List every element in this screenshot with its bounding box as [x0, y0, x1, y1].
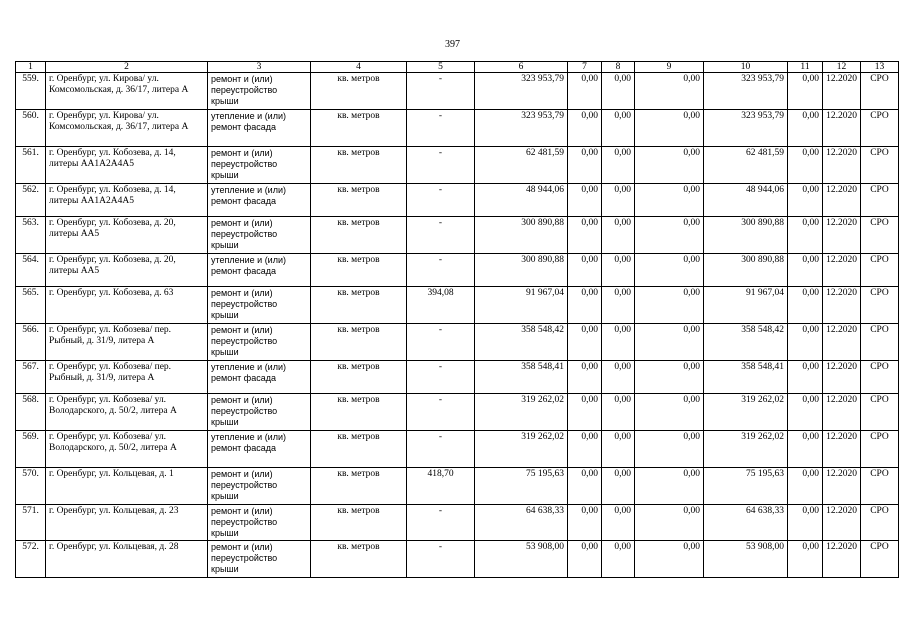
value-cell-8: 0,00 [602, 505, 635, 541]
area-cell: - [407, 431, 475, 468]
method-cell: СРО [861, 73, 899, 110]
header-row [16, 62, 899, 73]
address-cell: г. Оренбург, ул. Кобозева/ пер. Рыбный, д. 31/9, литера А [46, 324, 208, 361]
area-cell: - [407, 184, 475, 217]
address-cell: г. Оренбург, ул. Кирова/ ул. Комсомольская, д. 36/17, литера А [46, 110, 208, 147]
value-cell-9: 0,00 [635, 541, 704, 578]
table-row [16, 505, 899, 541]
row-number: 568. [16, 394, 46, 431]
value-cell-9: 0,00 [635, 217, 704, 254]
address-cell: г. Оренбург, ул. Кобозева, д. 20, литеры АА5 [46, 217, 208, 254]
value-cell-10: 323 953,79 [704, 73, 788, 110]
work-type-cell: утепление и (или) ремонт фасада [208, 431, 311, 468]
row-number: 571. [16, 505, 46, 541]
work-type-cell: ремонт и (или) переустройство крыши [208, 147, 311, 184]
date-cell: 12.2020 [823, 254, 861, 287]
cost-cell: 319 262,02 [475, 394, 568, 431]
column-header: 8 [602, 62, 635, 73]
table-row [16, 394, 899, 431]
value-cell-8: 0,00 [602, 361, 635, 394]
area-cell: - [407, 147, 475, 184]
date-cell: 12.2020 [823, 73, 861, 110]
method-cell: СРО [861, 324, 899, 361]
method-cell: СРО [861, 431, 899, 468]
date-cell: 12.2020 [823, 217, 861, 254]
area-cell: - [407, 361, 475, 394]
value-cell-7: 0,00 [568, 361, 602, 394]
column-header: 11 [788, 62, 823, 73]
address-cell: г. Оренбург, ул. Кольцевая, д. 28 [46, 541, 208, 578]
value-cell-9: 0,00 [635, 361, 704, 394]
unit-cell: кв. метров [311, 505, 407, 541]
value-cell-10: 358 548,42 [704, 324, 788, 361]
value-cell-11: 0,00 [788, 468, 823, 505]
value-cell-10: 64 638,33 [704, 505, 788, 541]
value-cell-11: 0,00 [788, 184, 823, 217]
address-cell: г. Оренбург, ул. Кобозева, д. 14, литеры АА1А2А4А5 [46, 147, 208, 184]
column-header: 9 [635, 62, 704, 73]
value-cell-11: 0,00 [788, 361, 823, 394]
value-cell-9: 0,00 [635, 468, 704, 505]
value-cell-10: 53 908,00 [704, 541, 788, 578]
table-row [16, 324, 899, 361]
value-cell-8: 0,00 [602, 541, 635, 578]
table-row [16, 541, 899, 578]
column-header: 2 [46, 62, 208, 73]
value-cell-10: 300 890,88 [704, 217, 788, 254]
unit-cell: кв. метров [311, 217, 407, 254]
cost-cell: 323 953,79 [475, 110, 568, 147]
table-row [16, 217, 899, 254]
value-cell-7: 0,00 [568, 287, 602, 324]
value-cell-7: 0,00 [568, 184, 602, 217]
unit-cell: кв. метров [311, 468, 407, 505]
date-cell: 12.2020 [823, 110, 861, 147]
work-type-cell: ремонт и (или) переустройство крыши [208, 541, 311, 578]
works-table [15, 61, 899, 578]
table-row [16, 147, 899, 184]
page-number: 397 [445, 39, 460, 50]
value-cell-10: 323 953,79 [704, 110, 788, 147]
area-cell: - [407, 541, 475, 578]
address-cell: г. Оренбург, ул. Кобозева/ пер. Рыбный, д. 31/9, литера А [46, 361, 208, 394]
cost-cell: 62 481,59 [475, 147, 568, 184]
value-cell-7: 0,00 [568, 324, 602, 361]
date-cell: 12.2020 [823, 361, 861, 394]
value-cell-8: 0,00 [602, 394, 635, 431]
area-cell: 394,08 [407, 287, 475, 324]
work-type-cell: утепление и (или) ремонт фасада [208, 184, 311, 217]
value-cell-10: 91 967,04 [704, 287, 788, 324]
cost-cell: 323 953,79 [475, 73, 568, 110]
unit-cell: кв. метров [311, 324, 407, 361]
cost-cell: 300 890,88 [475, 217, 568, 254]
area-cell: - [407, 505, 475, 541]
unit-cell: кв. метров [311, 73, 407, 110]
value-cell-7: 0,00 [568, 468, 602, 505]
value-cell-8: 0,00 [602, 468, 635, 505]
unit-cell: кв. метров [311, 394, 407, 431]
area-cell: - [407, 324, 475, 361]
address-cell: г. Оренбург, ул. Кольцевая, д. 1 [46, 468, 208, 505]
unit-cell: кв. метров [311, 287, 407, 324]
cost-cell: 358 548,42 [475, 324, 568, 361]
value-cell-7: 0,00 [568, 147, 602, 184]
value-cell-7: 0,00 [568, 394, 602, 431]
cost-cell: 319 262,02 [475, 431, 568, 468]
value-cell-11: 0,00 [788, 217, 823, 254]
work-type-cell: ремонт и (или) переустройство крыши [208, 324, 311, 361]
column-header: 6 [475, 62, 568, 73]
value-cell-7: 0,00 [568, 505, 602, 541]
work-type-cell: утепление и (или) ремонт фасада [208, 254, 311, 287]
cost-cell: 300 890,88 [475, 254, 568, 287]
value-cell-10: 48 944,06 [704, 184, 788, 217]
area-cell: 418,70 [407, 468, 475, 505]
method-cell: СРО [861, 287, 899, 324]
value-cell-8: 0,00 [602, 324, 635, 361]
value-cell-9: 0,00 [635, 110, 704, 147]
value-cell-8: 0,00 [602, 254, 635, 287]
value-cell-9: 0,00 [635, 394, 704, 431]
work-type-cell: утепление и (или) ремонт фасада [208, 361, 311, 394]
value-cell-10: 300 890,88 [704, 254, 788, 287]
unit-cell: кв. метров [311, 541, 407, 578]
date-cell: 12.2020 [823, 431, 861, 468]
value-cell-11: 0,00 [788, 147, 823, 184]
value-cell-7: 0,00 [568, 254, 602, 287]
value-cell-11: 0,00 [788, 394, 823, 431]
method-cell: СРО [861, 110, 899, 147]
area-cell: - [407, 110, 475, 147]
value-cell-11: 0,00 [788, 541, 823, 578]
address-cell: г. Оренбург, ул. Кобозева, д. 14, литеры АА1А2А4А5 [46, 184, 208, 217]
value-cell-8: 0,00 [602, 287, 635, 324]
row-number: 569. [16, 431, 46, 468]
value-cell-10: 62 481,59 [704, 147, 788, 184]
area-cell: - [407, 73, 475, 110]
value-cell-11: 0,00 [788, 110, 823, 147]
method-cell: СРО [861, 217, 899, 254]
work-type-cell: ремонт и (или) переустройство крыши [208, 287, 311, 324]
work-type-cell: ремонт и (или) переустройство крыши [208, 394, 311, 431]
unit-cell: кв. метров [311, 147, 407, 184]
table-row [16, 287, 899, 324]
date-cell: 12.2020 [823, 324, 861, 361]
date-cell: 12.2020 [823, 468, 861, 505]
unit-cell: кв. метров [311, 361, 407, 394]
method-cell: СРО [861, 505, 899, 541]
value-cell-10: 358 548,41 [704, 361, 788, 394]
method-cell: СРО [861, 254, 899, 287]
date-cell: 12.2020 [823, 184, 861, 217]
column-header: 7 [568, 62, 602, 73]
address-cell: г. Оренбург, ул. Кирова/ ул. Комсомольская, д. 36/17, литера А [46, 73, 208, 110]
value-cell-11: 0,00 [788, 287, 823, 324]
column-header: 10 [704, 62, 788, 73]
unit-cell: кв. метров [311, 254, 407, 287]
value-cell-10: 319 262,02 [704, 394, 788, 431]
area-cell: - [407, 217, 475, 254]
cost-cell: 358 548,41 [475, 361, 568, 394]
value-cell-8: 0,00 [602, 431, 635, 468]
value-cell-7: 0,00 [568, 217, 602, 254]
date-cell: 12.2020 [823, 287, 861, 324]
method-cell: СРО [861, 361, 899, 394]
value-cell-8: 0,00 [602, 110, 635, 147]
value-cell-7: 0,00 [568, 73, 602, 110]
row-number: 564. [16, 254, 46, 287]
row-number: 560. [16, 110, 46, 147]
work-type-cell: ремонт и (или) переустройство крыши [208, 505, 311, 541]
row-number: 567. [16, 361, 46, 394]
value-cell-9: 0,00 [635, 505, 704, 541]
cost-cell: 48 944,06 [475, 184, 568, 217]
area-cell: - [407, 254, 475, 287]
value-cell-11: 0,00 [788, 73, 823, 110]
work-type-cell: ремонт и (или) переустройство крыши [208, 468, 311, 505]
unit-cell: кв. метров [311, 431, 407, 468]
method-cell: СРО [861, 184, 899, 217]
value-cell-7: 0,00 [568, 431, 602, 468]
value-cell-9: 0,00 [635, 254, 704, 287]
cost-cell: 91 967,04 [475, 287, 568, 324]
address-cell: г. Оренбург, ул. Кобозева, д. 20, литеры АА5 [46, 254, 208, 287]
row-number: 561. [16, 147, 46, 184]
value-cell-11: 0,00 [788, 431, 823, 468]
work-type-cell: ремонт и (или) переустройство крыши [208, 217, 311, 254]
value-cell-9: 0,00 [635, 431, 704, 468]
address-cell: г. Оренбург, ул. Кобозева/ ул. Володарского, д. 50/2, литера А [46, 431, 208, 468]
cost-cell: 53 908,00 [475, 541, 568, 578]
value-cell-10: 75 195,63 [704, 468, 788, 505]
value-cell-9: 0,00 [635, 287, 704, 324]
method-cell: СРО [861, 468, 899, 505]
unit-cell: кв. метров [311, 184, 407, 217]
row-number: 566. [16, 324, 46, 361]
row-number: 565. [16, 287, 46, 324]
value-cell-9: 0,00 [635, 324, 704, 361]
row-number: 559. [16, 73, 46, 110]
value-cell-9: 0,00 [635, 73, 704, 110]
value-cell-9: 0,00 [635, 147, 704, 184]
value-cell-11: 0,00 [788, 324, 823, 361]
table-row [16, 468, 899, 505]
column-header: 12 [823, 62, 861, 73]
address-cell: г. Оренбург, ул. Кобозева, д. 63 [46, 287, 208, 324]
table-row [16, 254, 899, 287]
column-header: 1 [16, 62, 46, 73]
work-type-cell: ремонт и (или) переустройство крыши [208, 73, 311, 110]
value-cell-7: 0,00 [568, 541, 602, 578]
address-cell: г. Оренбург, ул. Кольцевая, д. 23 [46, 505, 208, 541]
date-cell: 12.2020 [823, 147, 861, 184]
value-cell-7: 0,00 [568, 110, 602, 147]
table-row [16, 361, 899, 394]
work-type-cell: утепление и (или) ремонт фасада [208, 110, 311, 147]
row-number: 572. [16, 541, 46, 578]
unit-cell: кв. метров [311, 110, 407, 147]
address-cell: г. Оренбург, ул. Кобозева/ ул. Володарского, д. 50/2, литера А [46, 394, 208, 431]
table-row [16, 73, 899, 110]
value-cell-11: 0,00 [788, 505, 823, 541]
value-cell-8: 0,00 [602, 73, 635, 110]
value-cell-8: 0,00 [602, 184, 635, 217]
value-cell-8: 0,00 [602, 147, 635, 184]
column-header: 3 [208, 62, 311, 73]
date-cell: 12.2020 [823, 394, 861, 431]
table-row [16, 184, 899, 217]
date-cell: 12.2020 [823, 541, 861, 578]
row-number: 562. [16, 184, 46, 217]
area-cell: - [407, 394, 475, 431]
table-row [16, 431, 899, 468]
row-number: 563. [16, 217, 46, 254]
table-row [16, 110, 899, 147]
method-cell: СРО [861, 147, 899, 184]
value-cell-11: 0,00 [788, 254, 823, 287]
cost-cell: 75 195,63 [475, 468, 568, 505]
column-header: 4 [311, 62, 407, 73]
value-cell-8: 0,00 [602, 217, 635, 254]
value-cell-9: 0,00 [635, 184, 704, 217]
row-number: 570. [16, 468, 46, 505]
column-header: 13 [861, 62, 899, 73]
method-cell: СРО [861, 394, 899, 431]
date-cell: 12.2020 [823, 505, 861, 541]
value-cell-10: 319 262,02 [704, 431, 788, 468]
method-cell: СРО [861, 541, 899, 578]
cost-cell: 64 638,33 [475, 505, 568, 541]
column-header: 5 [407, 62, 475, 73]
